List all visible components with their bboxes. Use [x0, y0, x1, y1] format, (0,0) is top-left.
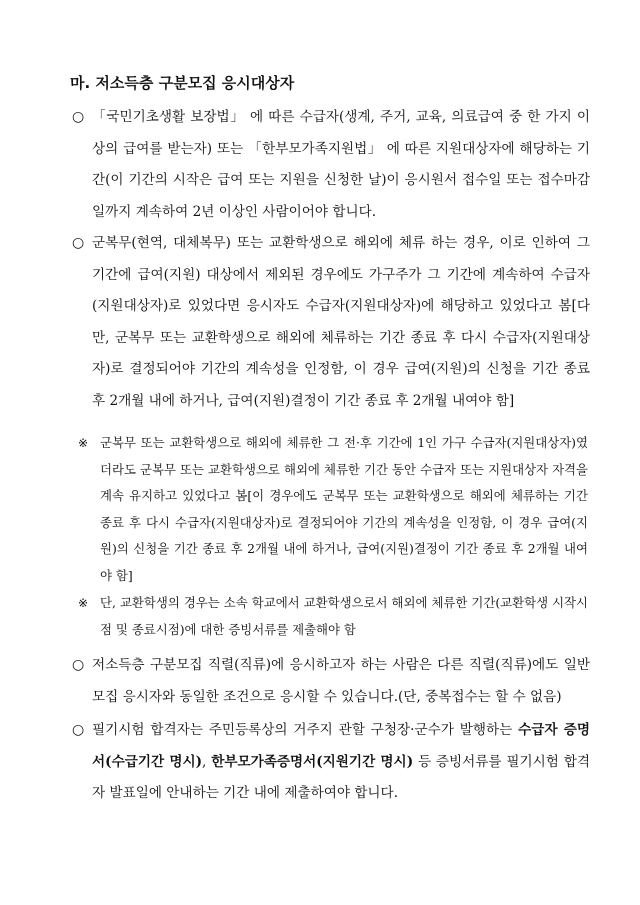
item-text: 「국민기초생활 보장법」 에 따른 수급자(생계, 주거, 교육, 의료급여 중 한 가지 이상의 급여를 받는자) 또는 「한부모가족지원법」 에 따른 지원대상자에 해당하는 기간(이 기간의 시작은 급여 또는 지원을 신청한 날)이 응시원서 접수일 또는 접수마감일까지 계속하여 2년 이상인 사람이어야 합니다.	[92, 109, 590, 220]
item-document-submission	[72, 715, 590, 810]
circle-bullet-icon: ○	[72, 722, 85, 738]
item-text	[92, 715, 590, 810]
note-exchange-student	[78, 590, 588, 643]
item-military-service	[72, 228, 590, 417]
circle-bullet-icon: ○	[72, 657, 85, 673]
bold-certificate-single-parent: 한부모가족증명서(지원기간 명시)	[211, 753, 414, 770]
item-basic-livelihood	[72, 102, 590, 228]
note-single-household	[78, 430, 588, 589]
item-text-part: ,	[202, 753, 212, 770]
section-heading: 마. 저소득층 구분모집 응시대상자	[70, 74, 295, 92]
item-duplicate-application	[72, 650, 590, 713]
bold-certificate-recipient: 수급자 증명서(수급기간 명시)	[92, 722, 590, 770]
item-text: 저소득층 구분모집 직렬(직류)에 응시하고자 하는 사람은 다른 직렬(직류)에도 일반모집 응시자와 동일한 조건으로 응시할 수 있습니다.(단, 중복접수는 할 수 없음)	[92, 657, 590, 705]
note-text: 단, 교환학생의 경우는 소속 학교에서 교환학생으로서 해외에 체류한 기간(교환학생 시작시점 및 종료시점)에 대한 증빙서류를 제출해야 함	[100, 595, 588, 637]
circle-bullet-icon: ○	[72, 235, 85, 251]
circle-bullet-icon: ○	[72, 109, 85, 125]
item-text: 군복무(현역, 대체복무) 또는 교환학생으로 해외에 체류 하는 경우, 이로 인하여 그 기간에 급여(지원) 대상에서 제외된 경우에도 가구주가 그 기간에 계속하여 수급자(지원대상자)로 있었다면 응시자도 수급자(지원대상자)에 해당하고 있었다고 봄[다만, 군복무 또는 교환학생으로 해외에 체류하는 기간 종료 후 다시 수급자(지원대상자)로 결정되어야 기간의 계속성을 인정함, 이 경우 급여(지원)의 신청을 기간 종료 후 2개월 내에 하거나, 급여(지원)결정이 기간 종료 후 2개월 내여야 함]	[92, 235, 590, 409]
item-text-part: 등 증빙서류를 필기시험 합격자 발표일에 안내하는 기간 내에 제출하여야 합니다.	[92, 753, 590, 801]
item-text-part: 필기시험 합격자는 주민등록상의 거주지 관할 구청장·군수가 발행하는	[92, 722, 519, 738]
reference-mark-icon: ※	[78, 436, 89, 450]
reference-mark-icon: ※	[78, 596, 89, 610]
note-text: 군복무 또는 교환학생으로 해외에 체류한 그 전·후 기간에 1인 가구 수급자(지원대상자)였더라도 군복무 또는 교환학생으로 해외에 체류한 기간 동안 수급자 또는 지원대상자 자격을 계속 유지하고 있었다고 봄[이 경우에도 군복무 또는 교환학생으로 해외에 체류하는 기간 종료 후 다시 수급자(지원대상자)로 결정되어야 기간의 계속성을 인정함, 이 경우 급여(지원)의 신청을 기간 종료 후 2개월 내에 하거나, 급여(지원)결정이 기간 종료 후 2개월 내여야 함]	[100, 435, 588, 583]
